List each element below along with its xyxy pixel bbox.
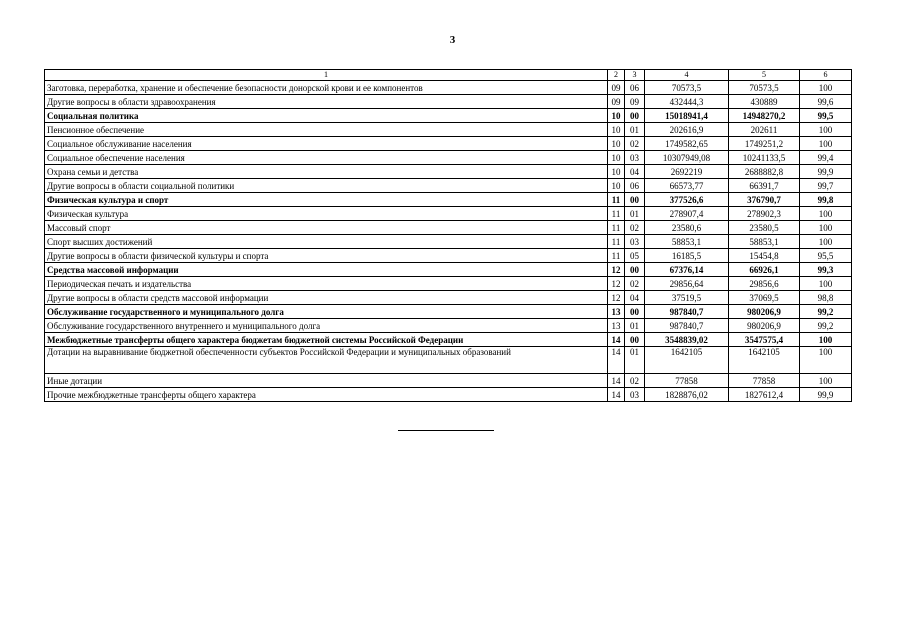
table-row — [45, 221, 852, 235]
planned-amount-cell: 23580,6 — [645, 221, 729, 235]
section-code-cell: 10 — [608, 165, 625, 179]
percent-cell: 99,6 — [800, 95, 852, 109]
section-code-cell: 14 — [608, 333, 625, 347]
table-body — [45, 81, 852, 402]
actual-amount-cell: 980206,9 — [729, 305, 800, 319]
column-header: 3 — [625, 70, 645, 81]
section-code-cell: 14 — [608, 347, 625, 374]
actual-amount-cell: 202611 — [729, 123, 800, 137]
actual-amount-cell: 15454,8 — [729, 249, 800, 263]
planned-amount-cell: 66573,77 — [645, 179, 729, 193]
table-row — [45, 165, 852, 179]
planned-amount-cell: 1828876,02 — [645, 388, 729, 402]
section-code-cell: 11 — [608, 193, 625, 207]
table-row — [45, 388, 852, 402]
planned-amount-cell: 16185,5 — [645, 249, 729, 263]
subsection-code-cell: 03 — [625, 388, 645, 402]
subsection-code-cell: 04 — [625, 165, 645, 179]
planned-amount-cell: 29856,64 — [645, 277, 729, 291]
subsection-code-cell: 01 — [625, 123, 645, 137]
table-row — [45, 207, 852, 221]
row-name-cell: Социальное обслуживание населения — [45, 137, 608, 151]
actual-amount-cell: 1749251,2 — [729, 137, 800, 151]
actual-amount-cell: 29856,6 — [729, 277, 800, 291]
subsection-code-cell: 00 — [625, 263, 645, 277]
row-name-cell: Другие вопросы в области здравоохранения — [45, 95, 608, 109]
page-number: 3 — [449, 34, 456, 46]
section-code-cell: 10 — [608, 123, 625, 137]
section-code-cell: 11 — [608, 235, 625, 249]
column-header: 1 — [45, 70, 608, 81]
subsection-code-cell: 02 — [625, 221, 645, 235]
end-rule — [398, 430, 494, 431]
percent-cell: 100 — [800, 221, 852, 235]
percent-cell: 99,3 — [800, 263, 852, 277]
table-row — [45, 291, 852, 305]
percent-cell: 100 — [800, 207, 852, 221]
subsection-code-cell: 00 — [625, 193, 645, 207]
actual-amount-cell: 980206,9 — [729, 319, 800, 333]
column-header: 2 — [608, 70, 625, 81]
section-code-cell: 14 — [608, 374, 625, 388]
row-name-cell: Социальное обеспечение населения — [45, 151, 608, 165]
percent-cell: 99,5 — [800, 109, 852, 123]
subsection-code-cell: 01 — [625, 319, 645, 333]
row-name-cell: Прочие межбюджетные трансферты общего характера — [45, 388, 608, 402]
subsection-code-cell: 03 — [625, 151, 645, 165]
planned-amount-cell: 278907,4 — [645, 207, 729, 221]
subsection-code-cell: 01 — [625, 347, 645, 374]
percent-cell: 99,2 — [800, 305, 852, 319]
section-code-cell: 09 — [608, 81, 625, 95]
subsection-code-cell: 02 — [625, 374, 645, 388]
percent-cell: 99,9 — [800, 165, 852, 179]
actual-amount-cell: 2688882,8 — [729, 165, 800, 179]
planned-amount-cell: 1749582,65 — [645, 137, 729, 151]
row-name-cell: Другие вопросы в области социальной политики — [45, 179, 608, 193]
planned-amount-cell: 70573,5 — [645, 81, 729, 95]
actual-amount-cell: 1642105 — [729, 347, 800, 374]
actual-amount-cell: 23580,5 — [729, 221, 800, 235]
actual-amount-cell: 430889 — [729, 95, 800, 109]
row-name-cell: Спорт высших достижений — [45, 235, 608, 249]
table-row — [45, 151, 852, 165]
percent-cell: 100 — [800, 374, 852, 388]
row-name-cell: Заготовка, переработка, хранение и обеспечение безопасности донорской крови и ее компонентов — [45, 81, 608, 95]
section-code-cell: 10 — [608, 137, 625, 151]
row-name-cell: Физическая культура — [45, 207, 608, 221]
row-name-cell: Дотации на выравнивание бюджетной обеспеченности субъектов Российской Федерации и муниципальных образований — [45, 347, 608, 374]
column-header: 5 — [729, 70, 800, 81]
subsection-code-cell: 09 — [625, 95, 645, 109]
percent-cell: 100 — [800, 277, 852, 291]
percent-cell: 95,5 — [800, 249, 852, 263]
section-code-cell: 10 — [608, 109, 625, 123]
section-code-cell: 10 — [608, 151, 625, 165]
table-row — [45, 374, 852, 388]
section-code-cell: 11 — [608, 249, 625, 263]
actual-amount-cell: 66926,1 — [729, 263, 800, 277]
row-name-cell: Периодическая печать и издательства — [45, 277, 608, 291]
row-name-cell: Другие вопросы в области физической культуры и спорта — [45, 249, 608, 263]
percent-cell: 100 — [800, 123, 852, 137]
row-name-cell: Другие вопросы в области средств массовой информации — [45, 291, 608, 305]
percent-cell: 100 — [800, 235, 852, 249]
row-name-cell: Социальная политика — [45, 109, 608, 123]
percent-cell: 99,4 — [800, 151, 852, 165]
row-name-cell: Средства массовой информации — [45, 263, 608, 277]
percent-cell: 100 — [800, 347, 852, 374]
section-code-cell: 12 — [608, 263, 625, 277]
table-row — [45, 333, 852, 347]
subsection-code-cell: 02 — [625, 137, 645, 151]
column-header: 6 — [800, 70, 852, 81]
percent-cell: 100 — [800, 137, 852, 151]
actual-amount-cell: 77858 — [729, 374, 800, 388]
planned-amount-cell: 15018941,4 — [645, 109, 729, 123]
row-name-cell: Массовый спорт — [45, 221, 608, 235]
section-code-cell: 12 — [608, 291, 625, 305]
row-name-cell: Охрана семьи и детства — [45, 165, 608, 179]
actual-amount-cell: 66391,7 — [729, 179, 800, 193]
planned-amount-cell: 10307949,08 — [645, 151, 729, 165]
actual-amount-cell: 58853,1 — [729, 235, 800, 249]
table-row — [45, 249, 852, 263]
actual-amount-cell: 70573,5 — [729, 81, 800, 95]
actual-amount-cell: 14948270,2 — [729, 109, 800, 123]
percent-cell: 99,8 — [800, 193, 852, 207]
percent-cell: 99,9 — [800, 388, 852, 402]
planned-amount-cell: 67376,14 — [645, 263, 729, 277]
subsection-code-cell: 00 — [625, 109, 645, 123]
planned-amount-cell: 377526,6 — [645, 193, 729, 207]
planned-amount-cell: 3548839,02 — [645, 333, 729, 347]
planned-amount-cell: 77858 — [645, 374, 729, 388]
planned-amount-cell: 58853,1 — [645, 235, 729, 249]
table-row — [45, 305, 852, 319]
actual-amount-cell: 1827612,4 — [729, 388, 800, 402]
subsection-code-cell: 03 — [625, 235, 645, 249]
row-name-cell: Межбюджетные трансферты общего характера бюджетам бюджетной системы Российской Федерации — [45, 333, 608, 347]
table-row — [45, 235, 852, 249]
table-row — [45, 193, 852, 207]
row-name-cell: Обслуживание государственного и муниципального долга — [45, 305, 608, 319]
subsection-code-cell: 01 — [625, 207, 645, 221]
planned-amount-cell: 37519,5 — [645, 291, 729, 305]
actual-amount-cell: 3547575,4 — [729, 333, 800, 347]
table-row — [45, 319, 852, 333]
subsection-code-cell: 00 — [625, 333, 645, 347]
table-row — [45, 179, 852, 193]
table-row — [45, 109, 852, 123]
planned-amount-cell: 1642105 — [645, 347, 729, 374]
planned-amount-cell: 987840,7 — [645, 305, 729, 319]
subsection-code-cell: 02 — [625, 277, 645, 291]
column-header: 4 — [645, 70, 729, 81]
percent-cell: 99,2 — [800, 319, 852, 333]
subsection-code-cell: 00 — [625, 305, 645, 319]
planned-amount-cell: 202616,9 — [645, 123, 729, 137]
actual-amount-cell: 278902,3 — [729, 207, 800, 221]
planned-amount-cell: 2692219 — [645, 165, 729, 179]
section-code-cell: 14 — [608, 388, 625, 402]
table-row — [45, 347, 852, 374]
planned-amount-cell: 987840,7 — [645, 319, 729, 333]
percent-cell: 100 — [800, 333, 852, 347]
budget-table — [44, 69, 852, 402]
section-code-cell: 13 — [608, 305, 625, 319]
row-name-cell: Иные дотации — [45, 374, 608, 388]
table-row — [45, 81, 852, 95]
row-name-cell: Физическая культура и спорт — [45, 193, 608, 207]
table-row — [45, 137, 852, 151]
planned-amount-cell: 432444,3 — [645, 95, 729, 109]
table-header-row — [45, 70, 852, 81]
percent-cell: 98,8 — [800, 291, 852, 305]
section-code-cell: 13 — [608, 319, 625, 333]
subsection-code-cell: 04 — [625, 291, 645, 305]
subsection-code-cell: 06 — [625, 179, 645, 193]
actual-amount-cell: 376790,7 — [729, 193, 800, 207]
subsection-code-cell: 06 — [625, 81, 645, 95]
table-row — [45, 95, 852, 109]
subsection-code-cell: 05 — [625, 249, 645, 263]
table-row — [45, 123, 852, 137]
section-code-cell: 12 — [608, 277, 625, 291]
section-code-cell: 11 — [608, 221, 625, 235]
percent-cell: 99,7 — [800, 179, 852, 193]
row-name-cell: Обслуживание государственного внутреннего и муниципального долга — [45, 319, 608, 333]
row-name-cell: Пенсионное обеспечение — [45, 123, 608, 137]
actual-amount-cell: 37069,5 — [729, 291, 800, 305]
section-code-cell: 09 — [608, 95, 625, 109]
section-code-cell: 11 — [608, 207, 625, 221]
percent-cell: 100 — [800, 81, 852, 95]
table-row — [45, 277, 852, 291]
table-row — [45, 263, 852, 277]
actual-amount-cell: 10241133,5 — [729, 151, 800, 165]
section-code-cell: 10 — [608, 179, 625, 193]
